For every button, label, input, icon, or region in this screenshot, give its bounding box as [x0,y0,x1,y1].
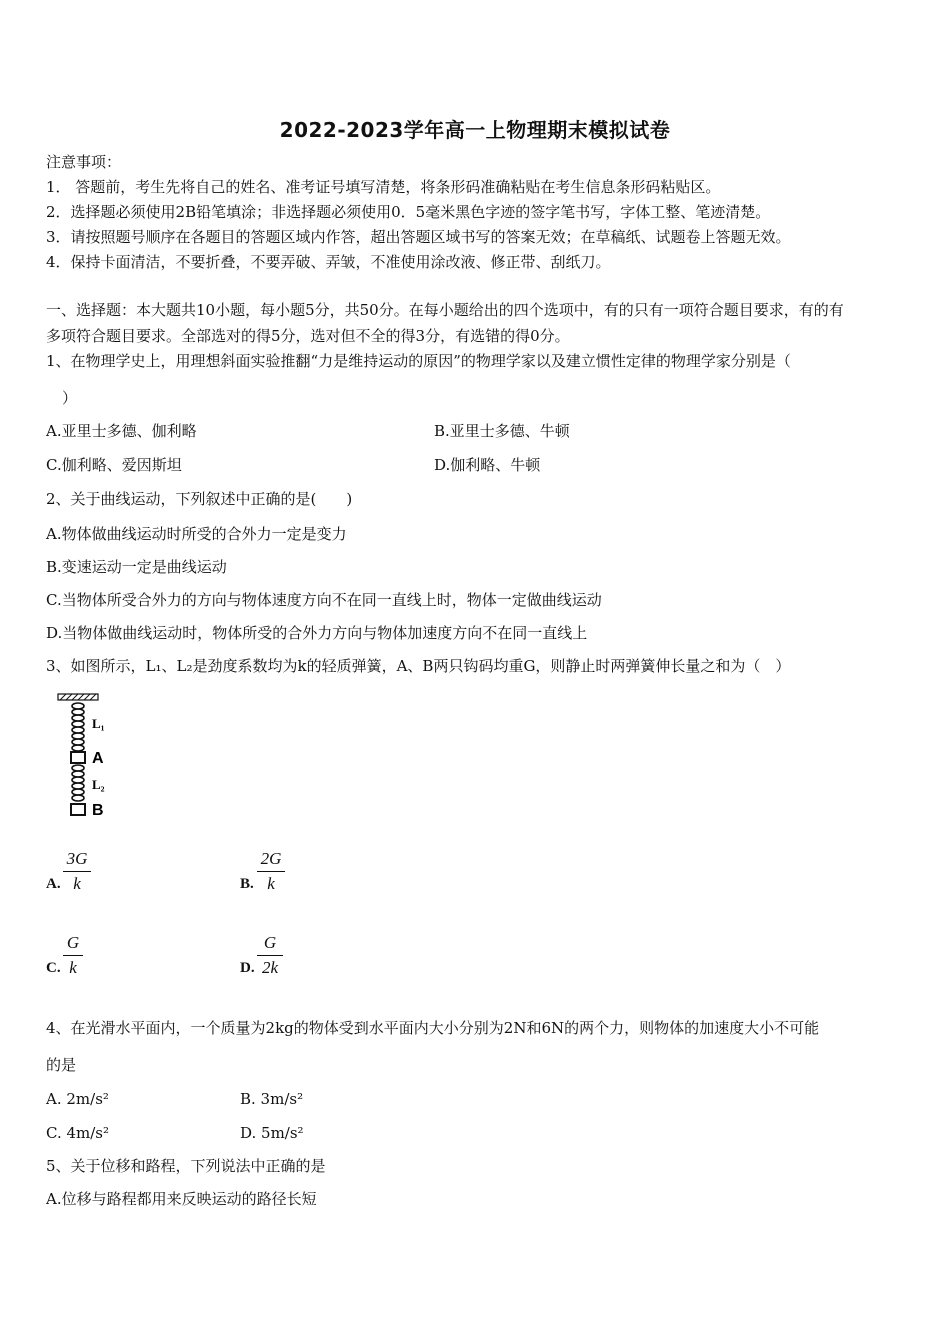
numerator: 3G [66,849,88,868]
label-a: A [92,750,104,767]
label-b: B [92,802,104,819]
denominator: 2k [261,958,279,977]
notice-heading: 注意事项： [46,153,122,171]
option-d: D.当物体做曲线运动时，物体所受的合外力方向与物体加速度方向不在同一直线上 [46,624,588,642]
question-stem: 3、如图所示，L₁、L₂是劲度系数均为k的轻质弹簧，A、B两只钩码均重G，则静止时两弹簧伸长量之和为（ ） [46,657,791,675]
notice-item: 1． 答题前，考生先将自己的姓名、准考证号填写清楚，将条形码准确粘贴在考生信息条形码粘贴区。 [46,178,721,196]
option-c: C. 4m/s² [46,1124,110,1142]
label-l1: L₁ [92,716,105,731]
denominator: k [267,874,275,893]
question-stem: 4、在光滑水平面内，一个质量为2kg的物体受到水平面内大小分别为2N和6N的两个力，则物体的加速度大小不可能 [46,1019,820,1037]
question-stem: 2、关于曲线运动，下列叙述中正确的是( ) [46,490,353,508]
option-a-label: A. [46,876,61,892]
option-a-fraction [63,849,91,894]
question-stem-cont: ） [62,389,78,407]
option-d-fraction [257,933,283,978]
numerator: G [66,933,80,952]
option-b-label: B. [240,876,254,892]
option-d: D. 5m/s² [240,1124,304,1142]
option-d: D.伽利略、牛顿 [434,456,541,474]
option-b: B.变速运动一定是曲线运动 [46,558,227,576]
section-intro-line: 一、选择题：本大题共10小题，每小题5分，共50分。在每小题给出的四个选项中，有的只有一项符合题目要求，有的有 [46,301,844,319]
spring-diagram [56,692,126,822]
notice-item: 2．选择题必须使用2B铅笔填涂；非选择题必须使用0．5毫米黑色字迹的签字笔书写，字体工整、笔迹清楚。 [46,203,771,221]
option-d-label: D. [240,960,255,976]
option-a: A. 2m/s² [46,1090,109,1108]
question-stem: 1、在物理学史上，用理想斜面实验推翻“力是维持运动的原因”的物理学家以及建立惯性定律的物理学家分别是（ [46,352,791,370]
question-stem: 5、关于位移和路程，下列说法中正确的是 [46,1157,326,1175]
notice-item: 4．保持卡面清洁，不要折叠，不要弄破、弄皱，不准使用涂改液、修正带、刮纸刀。 [46,253,611,271]
option-a: A.亚里士多德、伽利略 [46,422,197,440]
page-title: 2022-2023学年高一上物理期末模拟试卷 [279,118,671,142]
notice-item: 3．请按照题号顺序在各题目的答题区域内作答，超出答题区域书写的答案无效；在草稿纸、试题卷上答题无效。 [46,228,791,246]
numerator: 2G [260,849,282,868]
option-b: B. 3m/s² [240,1090,304,1108]
spring-figure [56,692,126,822]
option-b: B.亚里士多德、牛顿 [434,422,570,440]
option-c-fraction [63,933,83,978]
option-b-fraction [257,849,285,894]
option-c-label: C. [46,960,61,976]
option-c: C.伽利略、爱因斯坦 [46,456,182,474]
denominator: k [73,874,81,893]
option-c: C.当物体所受合外力的方向与物体速度方向不在同一直线上时，物体一定做曲线运动 [46,591,602,609]
option-a: A.物体做曲线运动时所受的合外力一定是变力 [46,525,347,543]
numerator: G [263,933,277,952]
question-stem-cont: 的是 [46,1056,77,1074]
section-intro-line: 多项符合题目要求。全部选对的得5分，选对但不全的得3分，有选错的得0分。 [46,327,570,345]
denominator: k [69,958,77,977]
label-l2: L₂ [92,777,105,792]
option-a: A.位移与路程都用来反映运动的路径长短 [46,1190,317,1208]
